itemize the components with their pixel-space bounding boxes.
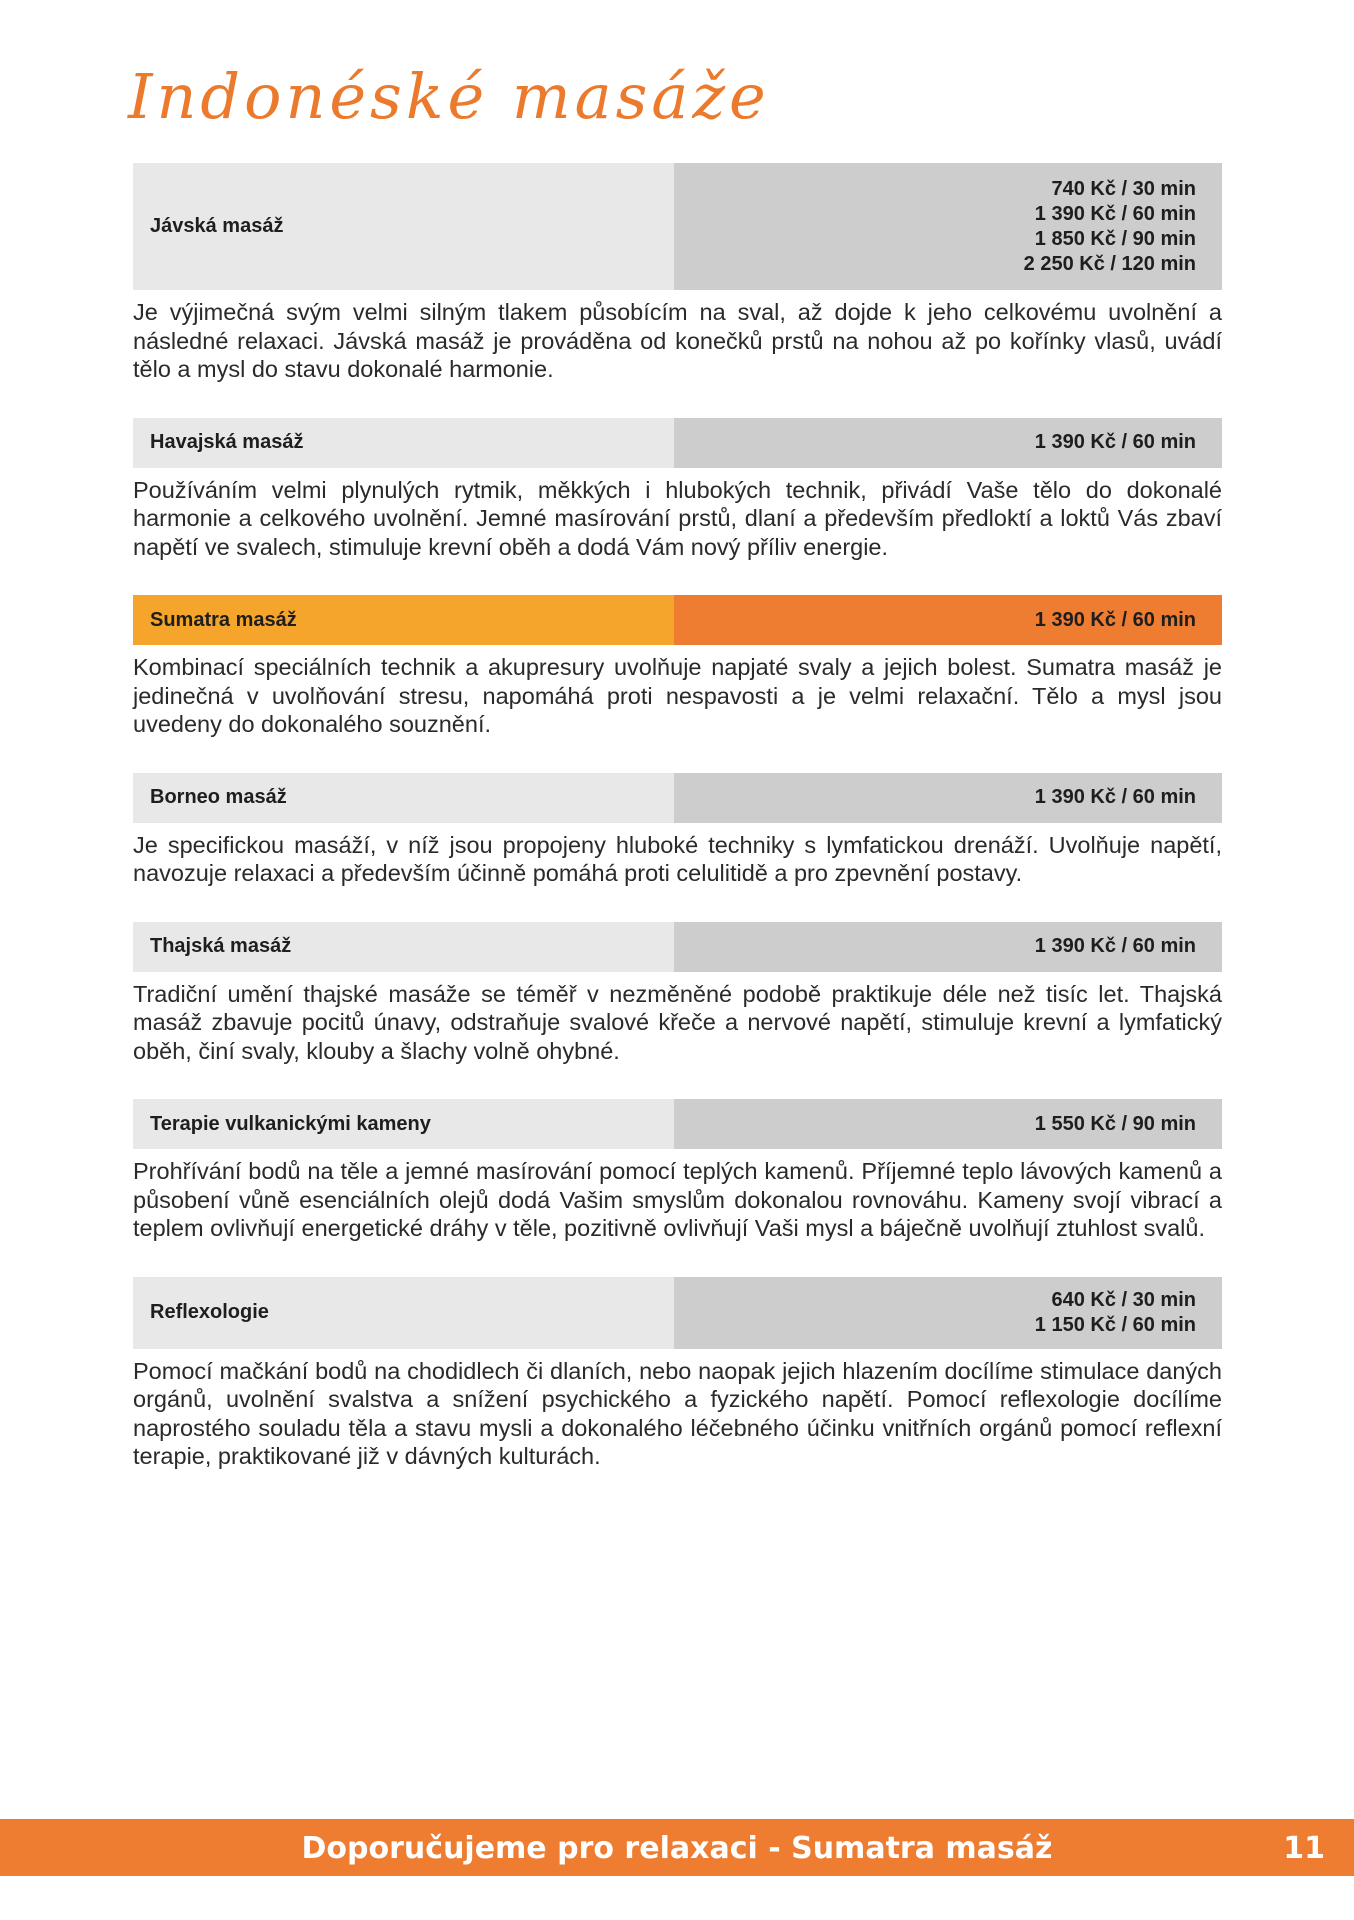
service-description: Tradiční umění thajské masáže se téměř v nezměněné podobě praktikuje déle než tisíc let. Thajská masáž zbavuje pocitů únavy, odstraňuje svalové křeče a nervové napětí, stimuluje krevní a lymfatický oběh, činí svaly, klouby a šlachy volně ohybné. — [133, 980, 1222, 1064]
footer-bar — [0, 1819, 1354, 1876]
price-line: 1 390 Kč / 60 min — [1034, 431, 1196, 453]
price-line: 640 Kč / 30 min — [1051, 1288, 1196, 1311]
section-header — [133, 1277, 1222, 1349]
price-line: 1 390 Kč / 60 min — [1034, 608, 1196, 631]
massage-list — [133, 163, 1222, 1505]
service-name: Terapie vulkanickými kameny — [133, 1099, 674, 1149]
section-sumatra — [133, 595, 1222, 739]
page-title: Indonéské masáže — [128, 60, 770, 133]
price-line: 1 850 Kč / 90 min — [1034, 227, 1196, 250]
section-header — [133, 595, 1222, 645]
footer-recommendation: Doporučujeme pro relaxaci - Sumatra masáž — [301, 1831, 1053, 1866]
service-name: Jávská masáž — [133, 163, 674, 290]
section-header — [133, 418, 1222, 468]
price-list — [674, 1099, 1222, 1149]
section-javska — [133, 163, 1222, 384]
page-number: 11 — [1283, 1831, 1325, 1866]
price-line: 1 150 Kč / 60 min — [1034, 1313, 1196, 1336]
price-list — [674, 595, 1222, 645]
service-name: Borneo masáž — [133, 773, 674, 823]
section-reflexologie — [133, 1277, 1222, 1471]
section-thajska — [133, 922, 1222, 1066]
service-description: Používáním velmi plynulých rytmik, měkkých i hlubokých technik, přivádí Vaše tělo do dokonalé harmonie a celkového uvolnění. Jemné masírování prstů, dlaní a především předloktí a loktů Vás zbaví napětí ve svalech, stimuluje krevní oběh a dodá Vám nový příliv energie. — [133, 476, 1222, 560]
service-description: Je výjimečná svým velmi silným tlakem působícím na sval, až dojde k jeho celkovému uvolnění a následné relaxaci. Jávská masáž je prováděna od konečků prstů na nohou až po kořínky vlasů, uvádí tělo a mysl do stavu dokonalé harmonie. — [133, 299, 1222, 382]
price-line: 1 390 Kč / 60 min — [1034, 786, 1196, 808]
price-line: 2 250 Kč / 120 min — [1023, 252, 1196, 275]
price-line: 1 390 Kč / 60 min — [1034, 202, 1196, 225]
price-list — [674, 922, 1222, 972]
service-description: Kombinací speciálních technik a akupresury uvolňuje napjaté svaly a jejich bolest. Sumatra masáž je jedinečná v uvolňování stresu, napomáhá proti nespavosti a je velmi relaxační. Tělo a mysl jsou uvedeny do dokonalého souznění. — [133, 654, 1222, 737]
section-header — [133, 163, 1222, 290]
service-name: Havajská masáž — [133, 418, 674, 468]
price-line: 1 390 Kč / 60 min — [1034, 935, 1196, 957]
service-name: Sumatra masáž — [133, 595, 674, 645]
price-list — [674, 1277, 1222, 1349]
price-list — [674, 163, 1222, 290]
service-description: Pomocí mačkání bodů na chodidlech či dlaních, nebo naopak jejich hlazením docílíme stimulace daných orgánů, uvolnění svalstva a snížení psychického a fyzického napětí. Pomocí reflexologie docílíme naprostého souladu těla a stavu mysli a dokonalého léčebného účinku vnitřních orgánů pomocí reflexní terapie, praktikované již v dávných kulturách. — [133, 1357, 1222, 1469]
service-description: Prohřívání bodů na těle a jemné masírování pomocí teplých kamenů. Příjemné teplo lávových kamenů a působení vůně esenciálních olejů dodá Vašim smyslům dokonalou rovnováhu. Kameny svojí vibrací a teplem ovlivňují energetické dráhy v těle, pozitivně ovlivňují Vaši mysl a báječně uvolňují ztuhlost svalů. — [133, 1158, 1222, 1241]
section-header — [133, 1099, 1222, 1149]
service-description: Je specifickou masáží, v níž jsou propojeny hluboké techniky s lymfatickou drenáží. Uvolňuje napětí, navozuje relaxaci a především účinně pomáhá proti celulitidě a pro zpevnění postavy. — [133, 831, 1222, 886]
section-header — [133, 773, 1222, 823]
price-line: 1 550 Kč / 90 min — [1034, 1112, 1196, 1135]
section-havajska — [133, 418, 1222, 562]
service-name: Reflexologie — [133, 1277, 674, 1349]
price-list — [674, 773, 1222, 823]
price-list — [674, 418, 1222, 468]
section-vulkanicke-kameny — [133, 1099, 1222, 1243]
section-header — [133, 922, 1222, 972]
service-name: Thajská masáž — [133, 922, 674, 972]
section-borneo — [133, 773, 1222, 888]
price-line: 740 Kč / 30 min — [1051, 177, 1196, 200]
